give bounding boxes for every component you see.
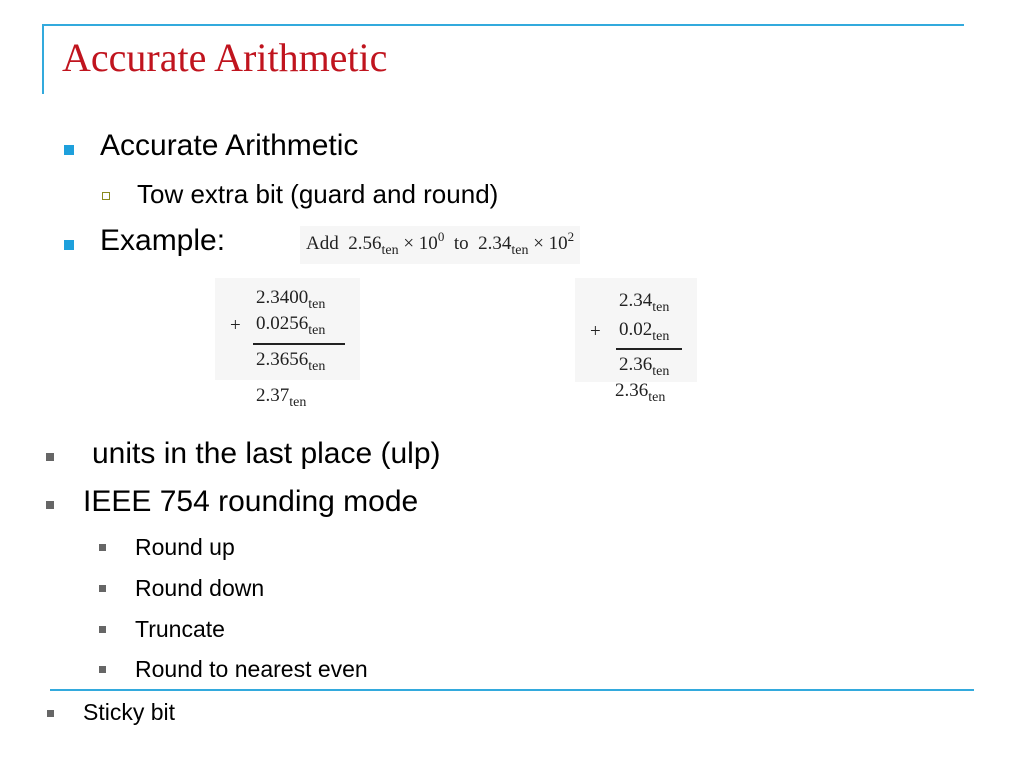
right-rounded: $2.36_{ten}$: [615, 380, 666, 405]
bullet-accurate: Accurate Arithmetic: [100, 129, 359, 162]
bullet-icon: [99, 544, 106, 551]
right-plus: +: [590, 321, 601, 342]
slide-title: Accurate Arithmetic: [62, 35, 388, 80]
left-rule: [42, 24, 44, 94]
left-rounded: $2.37_{ten}$: [256, 385, 307, 410]
value-b: 2.34: [478, 233, 512, 254]
bullet-icon: [46, 501, 54, 509]
bullet-ieee: IEEE 754 rounding mode: [83, 485, 419, 518]
left-op2: $0.0256_{ten}$: [256, 313, 326, 338]
left-sum: $2.3656_{ten}$: [256, 349, 326, 374]
times-ten: × 10: [533, 233, 568, 254]
bullet-sticky: Sticky bit: [83, 699, 176, 725]
bullet-example: Example:: [100, 224, 226, 257]
bottom-rule: [50, 689, 974, 691]
right-sum: $2.36_{ten}$: [619, 354, 670, 379]
times-ten: × 10: [403, 233, 438, 254]
bullet-icon: [99, 666, 106, 673]
mode-nearest-even: Round to nearest even: [135, 656, 368, 682]
exp-b: 2: [567, 229, 575, 244]
mode-round-down: Round down: [135, 575, 265, 601]
bullet-guard: Tow extra bit (guard and round): [137, 179, 499, 209]
example-formula: [300, 226, 580, 264]
bullet-icon: [64, 240, 74, 250]
left-op1: $2.3400_{ten}$: [256, 287, 326, 312]
value-a: 2.56: [348, 233, 382, 254]
left-sum-rule: [253, 343, 345, 345]
mode-round-up: Round up: [135, 534, 235, 560]
to-word: to: [453, 233, 469, 254]
bullet-icon: [99, 626, 106, 633]
top-rule: [43, 24, 964, 26]
base-sub: ten: [381, 243, 399, 258]
base-sub: ten: [511, 243, 529, 258]
hollow-bullet-icon: [102, 192, 110, 200]
bullet-ulp: units in the last place (ulp): [92, 437, 441, 470]
add-word: Add: [306, 233, 339, 254]
bullet-icon: [99, 585, 106, 592]
bullet-icon: [64, 145, 74, 155]
left-plus: +: [230, 315, 241, 336]
right-op2: $0.02_{ten}$: [619, 319, 670, 344]
exp-a: 0: [437, 229, 445, 244]
right-sum-rule: [616, 348, 682, 350]
mode-truncate: Truncate: [135, 616, 225, 642]
bullet-icon: [47, 710, 54, 717]
right-op1: $2.34_{ten}$: [619, 290, 670, 315]
bullet-icon: [46, 453, 54, 461]
